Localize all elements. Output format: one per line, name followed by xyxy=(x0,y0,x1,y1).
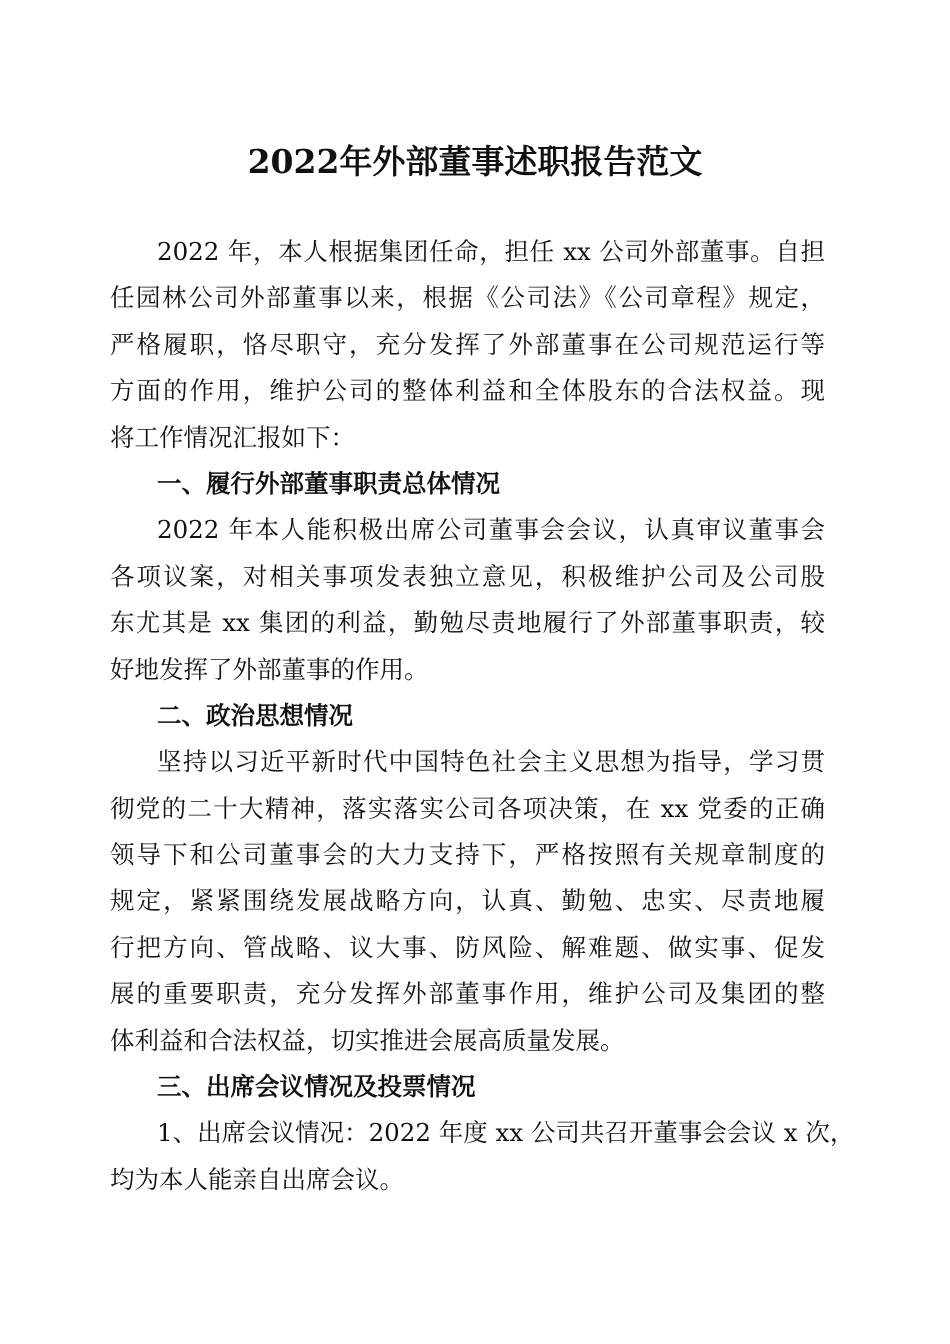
paragraph-line: 均为本人能亲自出席会议。 xyxy=(110,1164,404,1194)
paragraph-line: 体利益和合法权益，切实推进会展高质量发展。 xyxy=(110,1025,625,1055)
paragraph-line: 任园林公司外部董事以来，根据《公司法》《公司章程》规定， xyxy=(110,283,825,313)
paragraph-line: 将工作情况汇报如下： xyxy=(110,422,355,452)
paragraph-line: 展的重要职责，充分发挥外部董事作用，维护公司及集团的整 xyxy=(110,979,825,1009)
paragraph xyxy=(110,507,825,693)
paragraph xyxy=(110,739,825,1064)
paragraph-line: 严格履职，恪尽职守，充分发挥了外部董事在公司规范运行等 xyxy=(110,329,825,359)
paragraph xyxy=(110,1110,855,1203)
document-title: 2022年外部董事述职报告范文 xyxy=(247,142,703,181)
document-body xyxy=(110,229,855,1203)
paragraph-line: 领导下和公司董事会的大力支持下，严格按照有关规章制度的 xyxy=(110,840,825,870)
paragraph-line: 2022 年本人能积极出席公司董事会会议，认真审议董事会 xyxy=(157,515,825,545)
section-heading: 三、出席会议情况及投票情况 xyxy=(157,1072,476,1102)
paragraph-line: 彻党的二十大精神，落实落实公司各项决策，在 xx 党委的正确 xyxy=(110,793,825,823)
paragraph-line: 行把方向、管战略、议大事、防风险、解难题、做实事、促发 xyxy=(110,932,825,962)
paragraph-line: 好地发挥了外部董事的作用。 xyxy=(110,654,429,684)
paragraph-line: 东尤其是 xx 集团的利益，勤勉尽责地履行了外部董事职责，较 xyxy=(110,608,825,638)
paragraph xyxy=(110,229,825,461)
paragraph-line: 1、出席会议情况：2022 年度 xx 公司共召开董事会会议 x 次， xyxy=(157,1118,855,1148)
paragraph-line: 各项议案，对相关事项发表独立意见，积极维护公司及公司股 xyxy=(110,561,825,591)
paragraph-line: 坚持以习近平新时代中国特色社会主义思想为指导，学习贯 xyxy=(157,747,825,777)
paragraph-line: 2022 年，本人根据集团任命，担任 xx 公司外部董事。自担 xyxy=(157,237,825,266)
paragraph-line: 方面的作用，维护公司的整体利益和全体股东的合法权益。现 xyxy=(110,376,825,406)
section-heading: 一、履行外部董事职责总体情况 xyxy=(157,468,500,498)
section-heading: 二、政治思想情况 xyxy=(157,700,353,730)
paragraph-line: 规定，紧紧围绕发展战略方向，认真、勤勉、忠实、尽责地履 xyxy=(110,886,825,916)
